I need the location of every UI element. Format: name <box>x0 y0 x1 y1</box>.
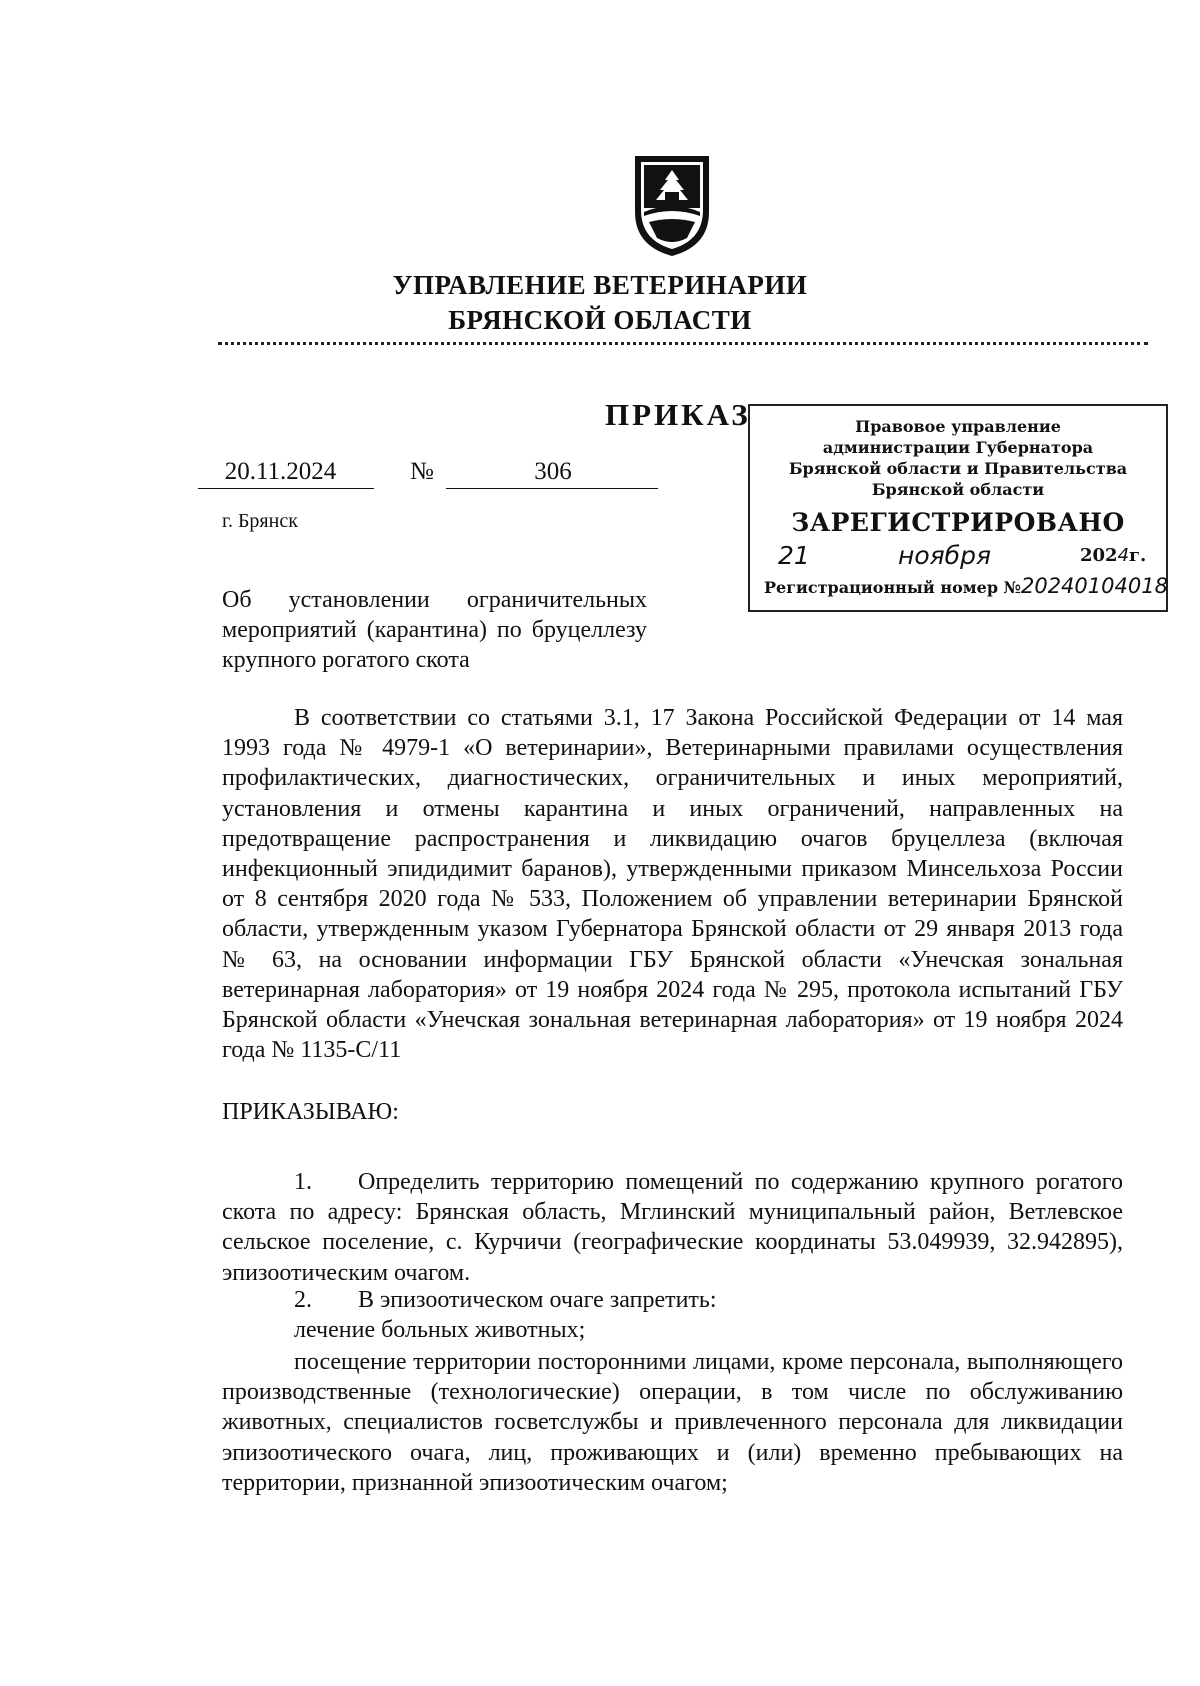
header-dotted-rule <box>218 342 1148 345</box>
date-underline <box>198 488 374 489</box>
stamp-reg-number: 20240104018 <box>1020 574 1168 598</box>
document-title: ПРИКАЗ <box>605 397 751 432</box>
stamp-line4: Брянской области <box>871 480 1045 499</box>
item-1-number: 1. <box>294 1169 312 1195</box>
ban-item-treatment: лечение больных животных; <box>294 1317 586 1343</box>
order-number: 306 <box>534 458 572 485</box>
coat-of-arms-icon <box>627 150 717 260</box>
item-1-text: Определить территорию помещений по содержанию крупного рогатого скота по адресу: Брянская область, Мглинский муниципальный район, Ветлевское сельское поселение, с. Курчичи (географические координаты 53.049939, 32.942895), эпизоотическим очагом. <box>222 1169 1123 1286</box>
number-underline <box>446 488 658 489</box>
ban-item-visits: посещение территории посторонними лицами, кроме персонала, выполняющего производственные (технологические) операции, в том числе по обслуживанию животных, специалистов госветслужбы и привлеченного персонала для ликвидации эпизоотического очага, лиц, проживающих и (или) временно пребывающих на территории, признанной эпизоотическим очагом; <box>222 1349 1123 1496</box>
stamp-line2: администрации Губернатора <box>822 438 1094 457</box>
registration-stamp <box>748 404 1168 612</box>
stamp-year-suffix: 4 <box>1117 545 1130 566</box>
order-date-number-row <box>198 458 658 490</box>
directive-word: ПРИКАЗЫВАЮ: <box>222 1099 399 1125</box>
organization-name-line1: УПРАВЛЕНИЕ ВЕТЕРИНАРИИ <box>392 270 808 300</box>
item-2-paragraph <box>294 1287 717 1314</box>
stamp-month: ноября <box>898 541 992 570</box>
stamp-registration-number-row <box>764 574 1168 598</box>
stamp-reg-label: Регистрационный номер № <box>764 578 1021 597</box>
stamp-line3: Брянской области и Правительства <box>788 459 1128 478</box>
preamble-paragraph: В соответствии со статьями 3.1, 17 Закона Российской Федерации от 14 мая 1993 года № 4979-1 «О ветеринарии», Ветеринарными правилами осуществления профилактических, диагностических, ограничительных и иных мероприятий, установления и отмены карантина и иных ограничений, направленных на предотвращение распространения и ликвидацию очагов бруцеллеза (включая инфекционный эпидидимит баранов), утвержденными приказом Минсельхоза России от 8 сентября 2020 года № 533, Положением об управлении ветеринарии Брянской области, утвержденным указом Губернатора Брянской области от 29 января 2013 года № 63, на основании информации ГБУ Брянской области «Унечская зональная ветеринарная лаборатория» от 19 ноября 2024 года № 295, протокола испытаний ГБУ Брянской области «Унечская зональная ветеринарная лаборатория» от 19 ноября 2024 года № 1135-С/11 <box>222 705 1123 1064</box>
item-2-text: В эпизоотическом очаге запретить: <box>358 1287 717 1313</box>
stamp-year <box>1080 545 1146 566</box>
stamp-line1: Правовое управление <box>855 417 1061 436</box>
order-date: 20.11.2024 <box>224 458 337 485</box>
order-city: г. Брянск <box>222 510 298 532</box>
order-subject: Об установлении ограничительных мероприятий (карантина) по бруцеллезу крупного рогатого скота <box>222 587 647 673</box>
stamp-year-unit: г. <box>1129 545 1147 566</box>
number-sign: № <box>410 458 434 485</box>
organization-name-line2: БРЯНСКОЙ ОБЛАСТИ <box>448 305 752 335</box>
item-1-paragraph <box>222 1167 1123 1288</box>
item-2-number: 2. <box>294 1287 312 1313</box>
stamp-registered-label: ЗАРЕГИСТРИРОВАНО <box>791 508 1125 537</box>
stamp-year-prefix: 202 <box>1080 545 1118 566</box>
stamp-day: 21 <box>778 541 810 570</box>
